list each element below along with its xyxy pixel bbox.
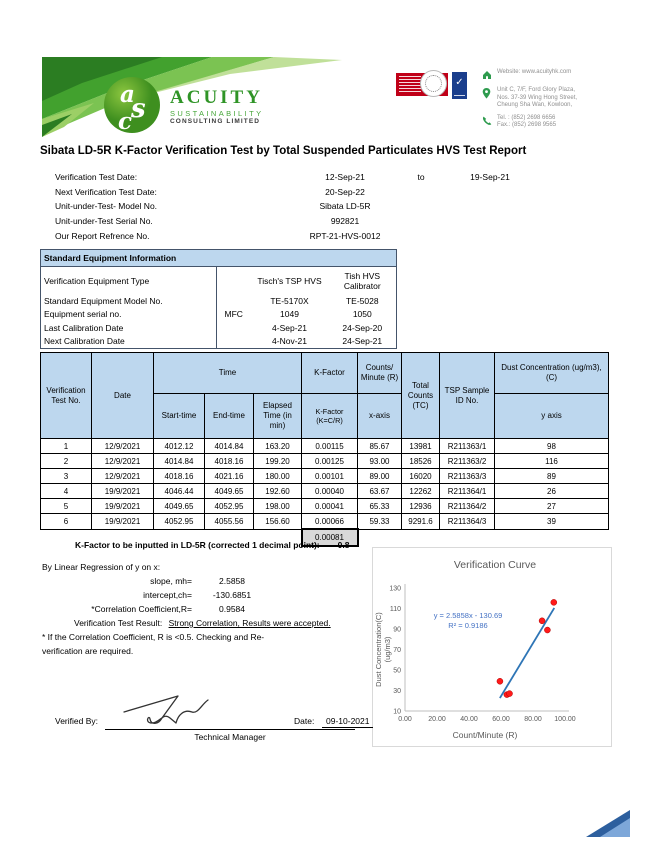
col-header-dust-concentration: Dust Concentration (ug/m3), (C) <box>495 353 609 394</box>
corner-wedge-decoration-light <box>600 818 630 837</box>
col-header-x-axis: x-axis <box>358 394 402 439</box>
y-tick-label: 130 <box>389 585 401 593</box>
phone-icon <box>482 115 497 130</box>
chart-title: Verification Curve <box>453 559 537 571</box>
y-tick-label: 110 <box>389 606 401 613</box>
round-seal-badge <box>420 70 447 97</box>
data-point <box>497 678 503 684</box>
r-squared-label: R² = 0.9186 <box>448 621 488 630</box>
info-v1: Sibata LD-5R <box>319 201 371 212</box>
table-cell: 4049.65 <box>205 484 254 499</box>
y-axis-title-line2: (ug/m3) <box>383 636 392 663</box>
table-cell: 19/9/2021 <box>92 514 154 530</box>
equipment-cell <box>217 267 251 295</box>
table-cell: 59.33 <box>358 514 402 530</box>
table-cell: 12/9/2021 <box>92 469 154 484</box>
table-cell: 192.60 <box>254 484 302 499</box>
table-cell: 4 <box>41 484 92 499</box>
equipment-cell: MFC <box>217 308 251 322</box>
table-cell: 65.33 <box>358 499 402 514</box>
table-row <box>41 484 609 499</box>
info-v1: 12-Sep-21 <box>325 172 365 183</box>
location-pin-icon <box>482 87 497 110</box>
logo-letter-c: c <box>118 108 133 134</box>
info-field-row <box>55 185 535 200</box>
company-sub1: SUSTAINABILITY <box>170 108 264 118</box>
result-label: Verification Test Result: <box>74 618 163 628</box>
col-header-end-time: End-time <box>205 394 254 439</box>
tel-text: Tel. : (852) 2698 6656 <box>497 114 556 121</box>
col-header-date: Date <box>92 353 154 439</box>
info-to: to <box>417 172 425 183</box>
info-field-row <box>55 214 535 229</box>
table-cell: 4021.16 <box>205 469 254 484</box>
table-cell: 198.00 <box>254 499 302 514</box>
date-label: Date: <box>294 716 315 726</box>
equipment-row <box>41 321 397 335</box>
x-tick-label: 20.00 <box>428 716 446 723</box>
x-tick-label: 40.00 <box>460 716 478 723</box>
regression-block <box>42 560 331 658</box>
logo-letter-s: s <box>131 94 146 124</box>
table-row <box>41 514 609 530</box>
col-header-kfactor: K-Factor <box>302 353 358 394</box>
table-cell: 27 <box>495 499 609 514</box>
table-cell: 2 <box>41 454 92 469</box>
trendline-equation: y = 2.5858x - 130.69 <box>433 611 503 620</box>
col-header-elapsed-time: Elapsed Time (in min) <box>254 394 302 439</box>
x-axis-title: Count/Minute (R) <box>452 730 518 740</box>
table-row <box>41 439 609 454</box>
info-v1: RPT-21-HVS-0012 <box>309 230 381 241</box>
table-cell: 156.60 <box>254 514 302 530</box>
table-cell: R211364/2 <box>440 499 495 514</box>
info-field-row <box>55 199 535 214</box>
y-tick-label: 70 <box>393 647 401 654</box>
table-cell: 12936 <box>402 499 440 514</box>
equipment-row <box>41 267 397 295</box>
table-cell: 26 <box>495 484 609 499</box>
average-k-factor-cell: 0.00081 <box>302 529 358 546</box>
table-cell: 93.00 <box>358 454 402 469</box>
verification-data-table <box>40 352 609 547</box>
equipment-cell: Tisch's TSP HVS <box>257 275 322 286</box>
x-tick-label: 0.00 <box>398 716 412 723</box>
col-header-start-time: Start-time <box>154 394 205 439</box>
intercept-label: intercept,ch= <box>143 590 192 600</box>
table-cell: 4049.65 <box>154 499 205 514</box>
table-cell: 4018.16 <box>154 469 205 484</box>
data-point <box>551 599 557 605</box>
equipment-table-body <box>41 267 397 349</box>
main-table-body <box>41 439 609 530</box>
equipment-row <box>41 294 397 308</box>
table-cell: R211364/1 <box>440 484 495 499</box>
equipment-cell: 4-Sep-21 <box>272 322 307 333</box>
data-point <box>539 618 545 624</box>
equipment-row <box>41 308 397 322</box>
website-text: Website: www.acuityhk.com <box>497 69 572 75</box>
verified-by-label: Verified By: <box>55 716 98 726</box>
table-cell: 4055.56 <box>205 514 254 530</box>
address-line-2: Nos. 37-39 Wing Hong Street, <box>497 94 578 101</box>
table-cell: 0.00066 <box>302 514 358 530</box>
k-factor-note-value: 0.8 <box>337 540 350 550</box>
table-cell: 0.00041 <box>302 499 358 514</box>
k-factor-note <box>75 540 349 550</box>
table-cell: 0.00115 <box>302 439 358 454</box>
date-value: 09-10-2021 <box>322 716 373 728</box>
company-name: ACUITY <box>170 87 263 108</box>
info-lab: Unit-under-Test- Model No. <box>55 201 158 212</box>
info-lab: Verification Test Date: <box>55 172 138 183</box>
asc-logo-icon <box>103 76 161 134</box>
table-cell: 4052.95 <box>205 499 254 514</box>
table-row <box>41 499 609 514</box>
verified-by-title: Technical Manager <box>194 732 266 742</box>
table-row <box>41 469 609 484</box>
contact-block <box>482 69 642 135</box>
table-cell: 12/9/2021 <box>92 454 154 469</box>
table-cell: 13981 <box>402 439 440 454</box>
result-value: Strong Correlation, Results were accepted. <box>168 618 331 628</box>
info-lab: Unit-under-Test Serial No. <box>55 216 153 227</box>
col-header-tsp-sample: TSP Sample ID No. <box>440 353 495 439</box>
equipment-cell <box>217 294 251 308</box>
slope-label: slope, mh= <box>150 576 192 586</box>
table-cell: 12/9/2021 <box>92 439 154 454</box>
table-cell: 19/9/2021 <box>92 484 154 499</box>
table-cell: 85.67 <box>358 439 402 454</box>
equipment-cell: 1049 <box>280 309 299 320</box>
info-v2: 19-Sep-21 <box>470 172 510 183</box>
col-header-y-axis: y axis <box>495 394 609 439</box>
company-name-block <box>170 88 263 126</box>
table-cell: R211363/1 <box>440 439 495 454</box>
table-cell: 199.20 <box>254 454 302 469</box>
table-cell: 4014.84 <box>205 439 254 454</box>
table-cell: 0.00040 <box>302 484 358 499</box>
equipment-cell: TE-5028 <box>345 295 379 306</box>
info-lab: Our Report Refrence No. <box>55 230 150 241</box>
table-cell: R211364/3 <box>440 514 495 530</box>
equipment-cell <box>217 335 251 349</box>
table-cell: 116 <box>495 454 609 469</box>
table-cell: R211363/2 <box>440 454 495 469</box>
col-header-test-no: Verification Test No. <box>41 353 92 439</box>
equipment-cell: 4-Nov-21 <box>272 336 307 347</box>
regression-heading: By Linear Regression of y on x: <box>42 562 161 572</box>
signature-icon <box>118 692 268 730</box>
k-factor-note-label: K-Factor to be inputted in LD-5R (corrected 1 decimal point): <box>75 540 320 550</box>
logo-letter-a: a <box>120 81 135 108</box>
table-row <box>41 454 609 469</box>
trendline <box>500 608 554 698</box>
table-cell: 3 <box>41 469 92 484</box>
regression-note-line2: verification are required. <box>42 646 134 656</box>
equipment-cell: Tish HVS Calibrator <box>343 270 381 291</box>
table-cell: 19/9/2021 <box>92 499 154 514</box>
table-cell: 1 <box>41 439 92 454</box>
y-tick-label: 50 <box>393 667 401 675</box>
equipment-cell <box>217 321 251 335</box>
info-fields <box>55 170 535 243</box>
report-title: Sibata LD-5R K-Factor Verification Test by Total Suspended Particulates HVS Test Report <box>40 145 527 157</box>
table-cell: 89 <box>495 469 609 484</box>
info-field-row <box>55 170 535 185</box>
table-cell: 18526 <box>402 454 440 469</box>
address-line-1: Unit C, 7/F, Ford Glory Plaza, <box>497 87 576 93</box>
table-cell: 39 <box>495 514 609 530</box>
table-cell: R211363/3 <box>440 469 495 484</box>
table-cell: 4014.84 <box>154 454 205 469</box>
slope-value: 2.5858 <box>219 576 245 586</box>
table-cell: 12262 <box>402 484 440 499</box>
signature-line <box>105 729 355 730</box>
y-axis-title-line1: Dust Concentration(C) <box>374 612 383 687</box>
equipment-cell: Standard Equipment Model No. <box>44 295 163 306</box>
equipment-cell: Next Calibration Date <box>44 336 125 347</box>
table-cell: 9291.6 <box>402 514 440 530</box>
x-tick-label: 60.00 <box>492 716 510 723</box>
table-cell: 6 <box>41 514 92 530</box>
table-cell: 180.00 <box>254 469 302 484</box>
equipment-cell: 24-Sep-20 <box>342 322 383 333</box>
x-tick-label: 80.00 <box>524 716 542 723</box>
info-v1: 20-Sep-22 <box>325 186 365 197</box>
table-cell: 163.20 <box>254 439 302 454</box>
home-icon <box>482 69 497 82</box>
info-lab: Next Verification Test Date: <box>55 186 157 197</box>
equipment-cell: TE-5170X <box>270 295 309 306</box>
col-header-kfactor-formula: K-Factor (K=C/R) <box>302 394 358 439</box>
equipment-cell: 1050 <box>352 309 372 320</box>
intercept-value: -130.6851 <box>212 590 252 600</box>
x-tick-label: 100.00 <box>554 716 576 723</box>
col-header-time: Time <box>154 353 302 394</box>
y-tick-label: 90 <box>393 626 401 634</box>
table-cell: 4046.44 <box>154 484 205 499</box>
table-cell: 4052.95 <box>154 514 205 530</box>
equipment-table-title: Standard Equipment Information <box>41 250 397 267</box>
col-header-total-counts: Total Counts (TC) <box>402 353 440 439</box>
blue-check-badge: ✓ <box>452 72 467 99</box>
table-cell: 5 <box>41 499 92 514</box>
y-tick-label: 30 <box>393 688 401 695</box>
table-cell: 4012.12 <box>154 439 205 454</box>
table-cell: 63.67 <box>358 484 402 499</box>
regression-note-line1: * If the Correlation Coefficient, R is <0.5. Checking and Re- <box>42 632 265 642</box>
info-field-row <box>55 228 535 243</box>
correlation-label: *Correlation Coefficient,R= <box>91 604 192 614</box>
verification-curve-panel <box>372 547 612 747</box>
table-cell: 4018.16 <box>205 454 254 469</box>
equipment-cell: Verification Equipment Type <box>44 275 150 286</box>
equipment-cell: Equipment serial no. <box>44 309 122 320</box>
correlation-value: 0.9584 <box>219 604 245 614</box>
col-header-counts-minute: Counts/ Minute (R) <box>358 353 402 394</box>
address-line-3: Cheung Sha Wan, Kowloon, <box>497 102 573 108</box>
info-v1: 992821 <box>330 216 360 227</box>
table-cell: 0.00101 <box>302 469 358 484</box>
company-sub2: CONSULTING LIMITED <box>170 117 261 125</box>
equipment-cell: Last Calibration Date <box>44 322 124 333</box>
equipment-row <box>41 335 397 349</box>
verification-curve-chart <box>373 548 611 746</box>
fax-text: Fax.: (852) 2698 9565 <box>497 122 557 128</box>
y-tick-label: 10 <box>393 708 401 716</box>
table-cell: 0.00125 <box>302 454 358 469</box>
table-cell: 16020 <box>402 469 440 484</box>
table-cell: 89.00 <box>358 469 402 484</box>
standard-equipment-table <box>40 249 397 349</box>
data-point <box>507 691 513 697</box>
data-point <box>544 627 550 633</box>
equipment-cell: 24-Sep-21 <box>342 336 383 347</box>
table-cell: 98 <box>495 439 609 454</box>
